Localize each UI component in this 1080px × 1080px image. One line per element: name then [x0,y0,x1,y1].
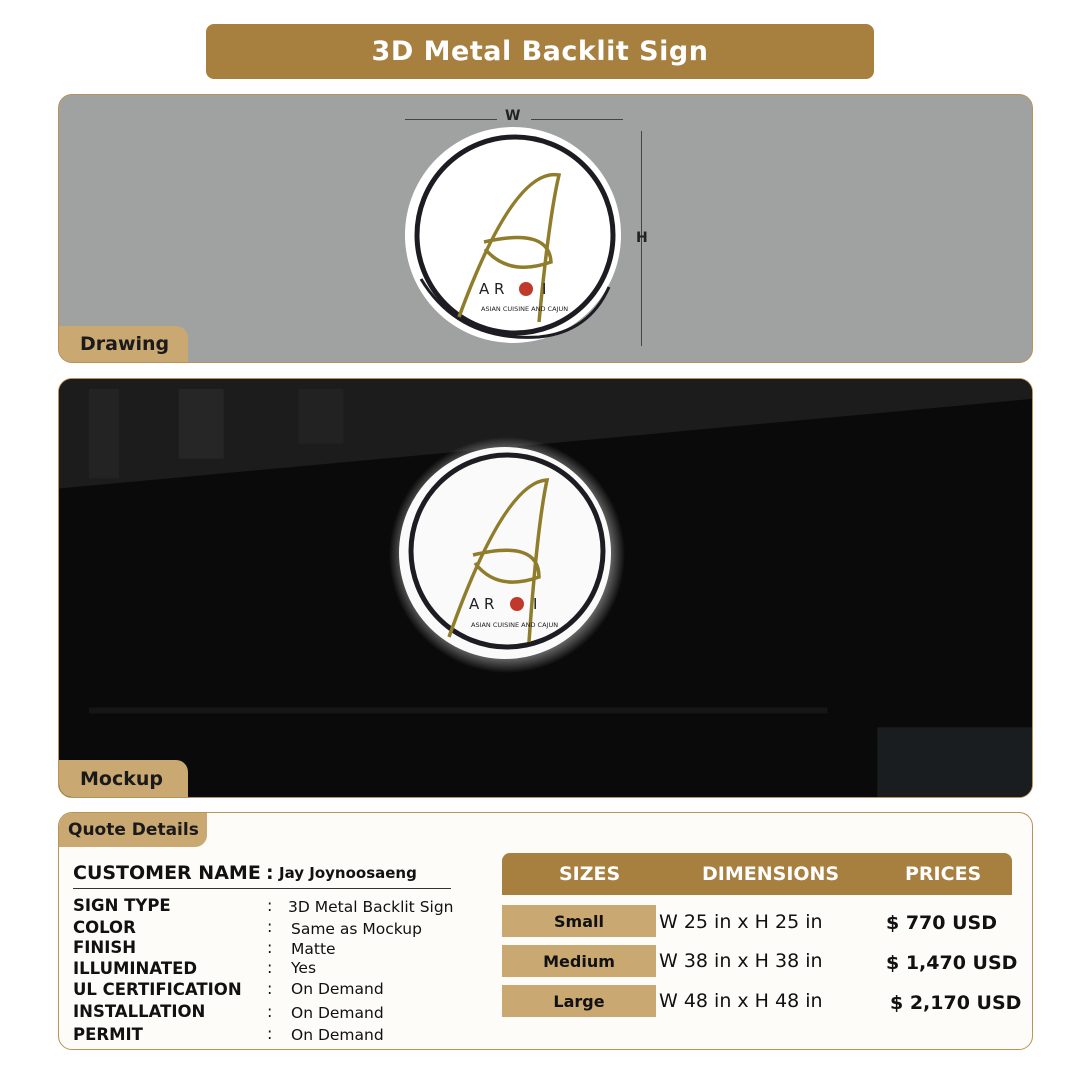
spec-value-ul-certification: On Demand [291,980,384,998]
dimensions-medium: W 38 in x H 38 in [659,950,823,972]
spec-label-color: COLOR [73,918,136,937]
size-medium: Medium [502,945,656,977]
dimensions-large: W 48 in x H 48 in [659,990,823,1012]
customer-colon: : [266,862,274,884]
customer-name-label: CUSTOMER NAME [73,862,261,884]
mockup-panel [58,378,1033,798]
drawing-panel [58,94,1033,363]
spec-value-finish: Matte [291,940,336,958]
logo-tagline: ASIAN CUISINE AND CAJUN [471,621,559,629]
header-dimensions: DIMENSIONS [702,863,840,885]
spec-colon: : [267,917,273,936]
price-large: $ 2,170 USD [890,992,1022,1014]
mockup-label: Mockup [59,760,188,797]
customer-name-value: Jay Joynoosaeng [279,864,417,882]
spec-colon: : [267,958,273,977]
logo-letter-i: I [533,595,538,613]
quote-details-label: Quote Details [59,813,207,847]
spec-colon: : [267,979,273,998]
price-medium: $ 1,470 USD [886,952,1018,974]
spec-value-installation: On Demand [291,1004,384,1022]
size-small: Small [502,905,656,937]
spec-value-permit: On Demand [291,1026,384,1044]
pricing-header [502,853,1012,895]
width-dimension-label: W [505,108,521,124]
height-dimension-label: H [636,230,648,246]
width-dimension-line-right [531,119,623,120]
spec-colon: : [267,1002,273,1021]
header-prices: PRICES [905,863,982,885]
logo-tagline: ASIAN CUISINE AND CAJUN [481,305,569,313]
drawing-label: Drawing [59,326,188,362]
spec-colon: : [267,1024,273,1043]
spec-colon: : [267,896,273,915]
spec-label-installation: INSTALLATION [73,1002,206,1021]
spec-colon: : [267,938,273,957]
price-small: $ 770 USD [886,912,997,934]
sign-drawing [399,127,629,347]
logo-red-dot [519,282,533,296]
page-title: 3D Metal Backlit Sign [206,24,874,79]
width-dimension-line-left [405,119,497,120]
dimensions-small: W 25 in x H 25 in [659,911,823,933]
logo-letter-i: I [542,280,547,298]
logo-letters: A R [469,595,495,613]
spec-label-sign-type: SIGN TYPE [73,896,171,915]
size-large: Large [502,985,656,1017]
logo-letters: A R [479,280,505,298]
spec-label-ul-certification: UL CERTIFICATION [73,980,242,999]
spec-label-illuminated: ILLUMINATED [73,959,198,978]
spec-label-permit: PERMIT [73,1025,143,1044]
spec-value-color: Same as Mockup [291,920,422,938]
spec-value-sign-type: 3D Metal Backlit Sign [288,898,454,916]
customer-row [73,862,451,889]
spec-label-finish: FINISH [73,938,137,957]
sign-mockup [389,437,629,677]
header-sizes: SIZES [559,863,621,885]
spec-value-illuminated: Yes [291,959,317,977]
logo-red-dot [510,597,524,611]
